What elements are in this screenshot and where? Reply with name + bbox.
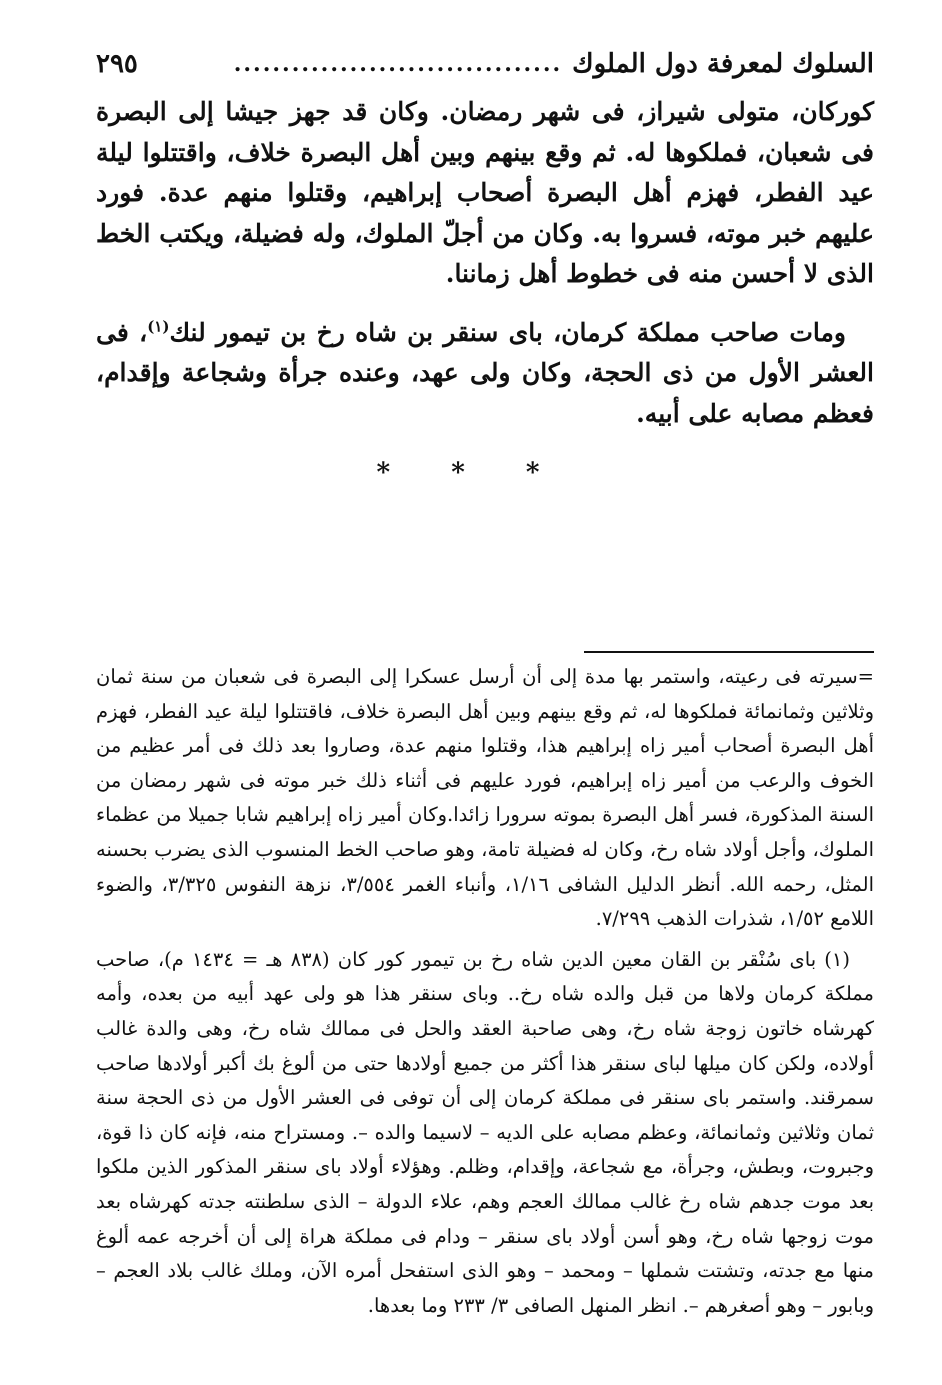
page-number: ٢٩٥ [96, 49, 138, 79]
section-separator: * * * [376, 458, 566, 488]
paragraph-2-end: ، فى العشر الأول من ذى الحجة، وكان ولى عهد، وعنده جرأة وشجاعة وإقدام، فعظم مصابه على أبيه. [96, 317, 874, 428]
main-paragraph-2 [96, 313, 874, 435]
dot-leader: .................................. [233, 51, 563, 77]
main-paragraph-1: كوركان، متولى شيراز، فى شهر رمضان. وكان قد جهز جيشا إلى البصرة فى شعبان، فملكوها له. ثم وقع بينهم وبين أهل البصرة خلاف، واقتتلوا ليلة عيد الفطر، فهزم أهل البصرة أصحاب إبراهيم، وقتلوا منهم عدة. فورد عليهم خبر موته، فسروا به. وكان من أجلّ الملوك، وله فضيلة، ويكتب الخط الذى لا أحسن منه فى خطوط أهل زماننا. [96, 97, 874, 288]
main-text [96, 92, 874, 434]
footnote-reference-1: (١) [147, 317, 170, 336]
footnote-continuation: =سيرته فى رعيته، واستمر بها مدة إلى أن أرسل عسكرا إلى البصرة فى شعبان من سنة ثمان وثلاثين وثمانمائة فملكوها له، ثم وقع بينهم وبين أهل البصرة خلاف، فاقتتلوا ليلة عيد الفطر، فهزم أهل البصرة أصحاب أمير زاه إبراهيم هذا، وقتلوا منهم عدة، وصاروا بعد ذلك فى أمر عظيم من الخوف والرعب من أمير زاه إبراهيم، فورد عليهم فى أثناء ذلك خبر موته فى شهر رمضان من السنة المذكورة، فسر أهل البصرة بموته سرورا زائدا.وكان أمير زاه إبراهيم شابا جميلا من عظماء الملوك، وأجل أولاد شاه رخ، وكان له فضيلة تامة، وهو صاحب الخط المنسوب الذى يضرب بحسنه المثل، رحمه الله. أنظر الدليل الشافى ١/١٦، وأنباء الغمر ٣/٥٥٤، نزهة النفوس ٣/٣٢٥، والضوء اللامع ١/٥٢، شذرات الذهب ٧/٢٩٩. [96, 665, 874, 931]
footnote-divider [584, 651, 874, 653]
running-head [96, 44, 874, 84]
footnotes [96, 660, 874, 1323]
book-title: السلوك لمعرفة دول الملوك [572, 49, 874, 79]
paragraph-2-start: ومات صاحب مملكة كرمان، باى سنقر بن شاه رخ بن تيمور لنك [169, 317, 847, 347]
footnote-1: (١) باى سُنْقر بن القان معين الدين شاه رخ بن تيمور كور كان (٨٣٨ هـ = ١٤٣٤ م)، صاحب مملكة كرمان ولاها من قبل والده شاه رخ.. وباى سنقر هذا هو ولى عهد أبيه من بعده، وأمه كهرشاه خاتون زوجة شاه رخ، وهى صاحبة العقد والحل فى ممالك شاه رخ، وهى والدة غالب أولاده، ولكن كان ميلها لباى سنقر هذا أكثر من جميع أولادها حتى من ألوغ بك أكبر أولادها صاحب سمرقند. واستمر باى سنقر فى مملكة كرمان إلى أن توفى فى العشر الأول من ذى الحجة سنة ثمان وثلاثين وثمانمائة، وعظم مصابه على الديه – لاسيما والده –. ومستراح منه، فإنه كان ذا قوة، وجبروت، وبطش، وجرأة، مع شجاعة، وإقدام، وظلم. وهؤلاء أولاد باى سنقر المذكور الذين ملكوا بعد موت جدهم شاه رخ غالب ممالك العجم وهم، علاء الدولة – الذى سلطنته جدته كهرشاه بعد موت زوجها شاه رخ، وهو أسن أولاد باى سنقر – ودام فى مملكة هراة إلى أن أخرجه عمه ألوغ منها مع جدته، وتشتت شملها – ومحمد – وهو الذى استفحل أمره الآن، وملك غالب بلاد العجم – وبابور – وهو أصغرهم –. انظر المنهل الصافى ٣/ ٢٣٣ وما بعدها. [96, 947, 874, 1317]
